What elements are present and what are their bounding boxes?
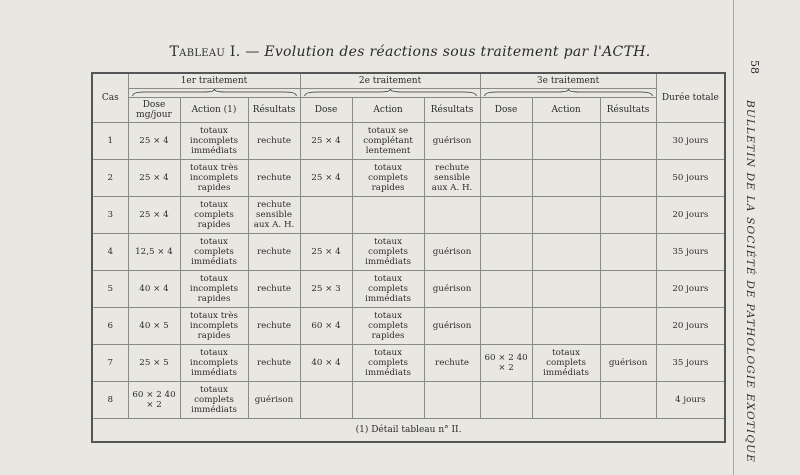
cell-action-1: totaux incomplets immédiats	[180, 345, 248, 382]
cell-action-2: totaux se complétant lentement	[352, 123, 424, 160]
cell-resultats-3	[600, 197, 656, 234]
cell-action-2	[352, 197, 424, 234]
header-resultats-1: Résultats	[248, 98, 300, 123]
cell-resultats-3	[600, 308, 656, 345]
cell-dose-1: 25 × 4	[128, 123, 180, 160]
cell-action-1: totaux complets immédiats	[180, 382, 248, 419]
cell-cas: 6	[92, 308, 128, 345]
cell-dose-2	[300, 382, 352, 419]
cell-dose-1: 12,5 × 4	[128, 234, 180, 271]
header-treatment-1: 1er traitement	[128, 73, 300, 89]
cell-duree: 50 jours	[656, 160, 725, 197]
cell-cas: 4	[92, 234, 128, 271]
cell-cas: 8	[92, 382, 128, 419]
header-action-2: Action	[352, 98, 424, 123]
cell-cas: 1	[92, 123, 128, 160]
table-row	[92, 197, 725, 234]
cell-dose-2: 25 × 4	[300, 234, 352, 271]
cell-dose-3: 60 × 2 40 × 2	[480, 345, 532, 382]
cell-resultats-1: rechute	[248, 308, 300, 345]
header-dose-3: Dose	[480, 98, 532, 123]
table-row	[92, 160, 725, 197]
cell-resultats-1: rechute	[248, 160, 300, 197]
table-row	[92, 234, 725, 271]
cell-resultats-1: rechute	[248, 123, 300, 160]
cell-resultats-2: guérison	[424, 308, 480, 345]
cell-action-3: totaux complets immédiats	[532, 345, 600, 382]
table-row	[92, 308, 725, 345]
cell-duree: 30 jours	[656, 123, 725, 160]
header-action-1: Action (1)	[180, 98, 248, 123]
cell-action-3	[532, 160, 600, 197]
brace-3	[480, 89, 656, 98]
cell-dose-1: 40 × 4	[128, 271, 180, 308]
cell-cas: 2	[92, 160, 128, 197]
cell-resultats-2: guérison	[424, 271, 480, 308]
cell-action-3	[532, 197, 600, 234]
cell-action-3	[532, 382, 600, 419]
cell-resultats-1: rechute	[248, 345, 300, 382]
running-head: BULLETIN DE LA SOCIÉTÉ DE PATHOLOGIE EXOTIQUE	[744, 100, 756, 464]
cell-action-2: totaux complets immédiats	[352, 345, 424, 382]
cell-action-2: totaux complets rapides	[352, 160, 424, 197]
cell-resultats-2: guérison	[424, 123, 480, 160]
header-cas: Cas	[92, 73, 128, 123]
table-title-dash: —	[245, 44, 260, 60]
cell-duree: 20 jours	[656, 308, 725, 345]
cell-dose-2: 60 × 4	[300, 308, 352, 345]
cell-resultats-3	[600, 271, 656, 308]
header-dose-2: Dose	[300, 98, 352, 123]
cell-action-3	[532, 123, 600, 160]
header-treatment-2: 2e traitement	[300, 73, 480, 89]
cell-action-2: totaux complets immédiats	[352, 271, 424, 308]
header-duree: Durée totale	[656, 73, 725, 123]
cell-dose-1: 25 × 4	[128, 197, 180, 234]
cell-resultats-3: guérison	[600, 345, 656, 382]
cell-action-3	[532, 271, 600, 308]
cell-dose-3	[480, 308, 532, 345]
cell-dose-3	[480, 160, 532, 197]
page-number: 58	[748, 60, 761, 74]
header-action-3: Action	[532, 98, 600, 123]
cell-action-1: totaux incomplets rapides	[180, 271, 248, 308]
cell-dose-1: 25 × 5	[128, 345, 180, 382]
header-resultats-3: Résultats	[600, 98, 656, 123]
cell-duree: 20 jours	[656, 197, 725, 234]
table-footnote: (1) Détail tableau n° II.	[92, 419, 725, 443]
table-title-prefix: Tableau I.	[169, 44, 241, 60]
cell-resultats-1: rechute	[248, 271, 300, 308]
cell-resultats-3	[600, 234, 656, 271]
cell-dose-2: 25 × 4	[300, 123, 352, 160]
table-row	[92, 382, 725, 419]
cell-action-3	[532, 234, 600, 271]
cell-duree: 20 jours	[656, 271, 725, 308]
cell-action-3	[532, 308, 600, 345]
cell-dose-3	[480, 234, 532, 271]
brace-1	[128, 89, 300, 98]
table-title-text: Evolution des réactions sous traitement par l'ACTH.	[264, 44, 651, 60]
cell-resultats-2	[424, 197, 480, 234]
cell-action-1: totaux complets rapides	[180, 197, 248, 234]
cell-dose-1: 40 × 5	[128, 308, 180, 345]
cell-action-2: totaux complets immédiats	[352, 234, 424, 271]
cell-resultats-3	[600, 160, 656, 197]
header-dose-1: Dose mg/jour	[128, 98, 180, 123]
cell-resultats-3	[600, 123, 656, 160]
cell-resultats-2	[424, 382, 480, 419]
cell-action-1: totaux très incomplets rapides	[180, 308, 248, 345]
cell-dose-1: 60 × 2 40 × 2	[128, 382, 180, 419]
cell-dose-3	[480, 197, 532, 234]
cell-action-1: totaux incomplets immédiats	[180, 123, 248, 160]
cell-dose-1: 25 × 4	[128, 160, 180, 197]
cell-action-2: totaux complets rapides	[352, 308, 424, 345]
treatment-table	[91, 72, 726, 443]
cell-duree: 35 jours	[656, 345, 725, 382]
table-row	[92, 123, 725, 160]
cell-dose-2: 25 × 4	[300, 160, 352, 197]
cell-resultats-2: rechute sensible aux A. H.	[424, 160, 480, 197]
cell-resultats-2: guérison	[424, 234, 480, 271]
cell-resultats-3	[600, 382, 656, 419]
header-resultats-2: Résultats	[424, 98, 480, 123]
cell-resultats-1: guérison	[248, 382, 300, 419]
cell-action-2	[352, 382, 424, 419]
cell-cas: 3	[92, 197, 128, 234]
cell-dose-2: 25 × 3	[300, 271, 352, 308]
cell-duree: 35 jours	[656, 234, 725, 271]
cell-resultats-1: rechute sensible aux A. H.	[248, 197, 300, 234]
cell-cas: 5	[92, 271, 128, 308]
cell-action-1: totaux très incomplets rapides	[180, 160, 248, 197]
cell-dose-3	[480, 123, 532, 160]
cell-resultats-2: rechute	[424, 345, 480, 382]
cell-duree: 4 jours	[656, 382, 725, 419]
cell-action-1: totaux complets immédiats	[180, 234, 248, 271]
cell-dose-3	[480, 271, 532, 308]
cell-dose-3	[480, 382, 532, 419]
table-row	[92, 345, 725, 382]
cell-cas: 7	[92, 345, 128, 382]
cell-dose-2: 40 × 4	[300, 345, 352, 382]
header-treatment-3: 3e traitement	[480, 73, 656, 89]
table-title	[130, 44, 690, 60]
brace-2	[300, 89, 480, 98]
table-row	[92, 271, 725, 308]
cell-resultats-1: rechute	[248, 234, 300, 271]
cell-dose-2	[300, 197, 352, 234]
